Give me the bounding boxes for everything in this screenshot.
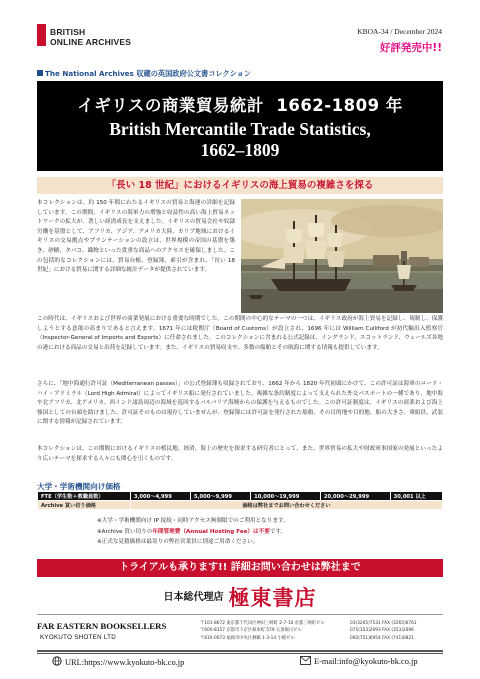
- pricing-notes: [97, 516, 289, 548]
- brand-line2: ONLINE ARCHIVES: [50, 37, 132, 47]
- email-address[interactable]: E-mail:info@kyokuto-bk.co.jp: [314, 657, 418, 666]
- company-name-en: FAR EASTERN BOOKSELLERS: [37, 621, 167, 631]
- title-en-line2: 1662–1809: [200, 140, 280, 160]
- phone-kyoto: 075(353)2093 FAX (353)2096: [350, 628, 414, 634]
- pricing-price-row: [38, 501, 443, 510]
- square-bullet-icon: [37, 70, 43, 76]
- note-hosting-before: ※Archive 買い切りの: [97, 528, 153, 535]
- fte-header-cell: FTE（学生数＋教職員数）: [38, 492, 131, 501]
- divider: [37, 614, 443, 615]
- note-quote: ※正式な見積価格は最寄りの弊社営業員に別途ご用命ください。: [97, 539, 259, 545]
- trial-banner: トライアルも承ります!! 詳細お問い合わせは弊社まで: [37, 559, 443, 577]
- title-box: [37, 81, 443, 171]
- body-paragraph-4: 本コレクションは、この期間におけるイギリスの植民地、経済、海上の歴史を探求する研究者にとって、また、世界貿易の拡大や財政軍事国家の発展といったより広いテーマを探求する人々にも関心を引くものです。: [37, 446, 443, 462]
- archive-price-label: Archive 買い切り価格: [38, 501, 131, 510]
- office-addresses: [200, 620, 325, 642]
- note-access: ※大学・学術機関向け IP 接続・同時アクセス無制限でのご利用となります。: [97, 518, 289, 524]
- collection-text: The National Archives 収蔵の英国政府公文書コレクション: [45, 69, 252, 78]
- company-name-romanized: KYOKUTO SHOTEN LTD: [40, 634, 116, 641]
- email-link[interactable]: [300, 656, 418, 666]
- fte-tier-cell: 3,000～4,999: [130, 492, 190, 501]
- ship-painting-svg: [241, 199, 443, 313]
- envelope-icon: [300, 656, 311, 665]
- body-paragraph-1: 本コレクションは、約 150 年間にわたるイギリスの貿易と海運の詳細を記録しています。この期間、イギリスの海軍力の増強と収益性の高い海上貿易ネットワークの拡大が、著しい経済成長を支えました。イギリスの貿易会社や奴隷労働を基盤として、アフリカ、アジア、アメリカ大陸、カリブ地域におけるイギリスの交易拠点やプランテーションの設立は、世界規模の帝国の基盤を築き、砂糖、タバコ、織物といった貴重な商品へのアクセスを確保しました。この包括的なコレクションには、貿易台帳、登録簿、索引が含まれ、「長い 18 世紀」における貿易に関する詳細な統計データが提供されています。: [37, 200, 235, 274]
- fte-tier-cell: 30,001 以上: [390, 492, 442, 501]
- title-ja-main: イギリスの商業貿易統計: [77, 96, 264, 115]
- fte-tier-cell: 20,000～29,999: [320, 492, 390, 501]
- archive-price-value: 価格は弊社までお問い合わせください: [130, 501, 442, 510]
- office-phones: [350, 620, 417, 642]
- title-japanese: [37, 92, 443, 116]
- header: [0, 0, 480, 60]
- title-ja-years: 1662-1809 年: [276, 96, 403, 115]
- fte-tier-cell: 10,000～19,999: [251, 492, 321, 501]
- collection-label: [37, 69, 251, 79]
- address-tokyo: 〒101-8672 東京都千代田区神田三崎町 2-7-10 帝都三崎町ビル: [200, 621, 325, 626]
- pricing-header-row: [38, 492, 443, 501]
- subtitle-banner: 「長い 18 世紀」におけるイギリスの海上貿易の複雑さを探る: [37, 177, 443, 194]
- note-hosting-after: です。: [269, 528, 287, 535]
- brand-logo-text: [50, 27, 131, 47]
- pricing-title: 大学・学術機関向け価格: [37, 482, 121, 491]
- globe-icon: [52, 656, 62, 666]
- body-paragraph-3: さらに、「地中海通行許可証（Mediterranean passes）」の公式登録簿も収録されており、1662 年から 1820 年代初頭にかけて、この許可証は海軍のロード・ハイ・アドミラル（Lord High Admiral）によってイギリス船に発行されていました。複雑な条約制度によって支えられた外交パスポートの一種であり、地中海や北アフリカ、北アメリカ、西インド諸島周辺の海域を巡回するバルバリア海賊からの保護を与えるものでした。この許可証制度は、イギリスの商業および海上強国としての台頭を助けました。許可証そのものは現存していませんが、登録簿には許可証を発行された船舶、その目的地や目的地、船の大きさ、乗組員、武装に関する情報が記録されています。: [37, 381, 443, 426]
- agent-block: [102, 582, 378, 612]
- catalog-reference: KBOA-34 / December 2024: [357, 27, 442, 36]
- phone-fukuoka: 092(751)6954 FAX (741)0821: [350, 635, 414, 641]
- note-hosting: [97, 527, 289, 538]
- title-english: [37, 119, 443, 161]
- website-link[interactable]: [52, 656, 184, 667]
- ship-painting-image: [241, 199, 443, 313]
- address-kyoto: 〒600-8357 京都市下京区柿本町 579 五条堀川ビル: [200, 628, 302, 634]
- note-hosting-highlight: 年間管理費（Annual Hosting Fee）は不要: [152, 528, 270, 535]
- brand-line1: BRITISH: [50, 27, 86, 37]
- pricing-table: [37, 491, 443, 510]
- address-fukuoka: 〒810-0073 福岡市中央区舞鶴 1-3-14 小榎ビル: [200, 635, 295, 641]
- phone-tokyo: 03(3265)7531 FAX (3265)6761: [350, 621, 417, 626]
- on-sale-notice: 好評発売中!!: [379, 42, 442, 54]
- agent-name: 極東書店: [228, 586, 317, 610]
- body-paragraph-2: この時代は、イギリスおよび世界の商業発展における重要な時期でした。この期間の中心的なテーマの一つは、イギリス政府が海上貿易を記録し、規制し、保護しようとする意欲の高まりであると言えます。1671 年には税関庁（Board of Customs）が設立され、1696 年には William Culliford が初代輸出入監察官（Inspector-General of Imports and Exports）に任命されました。このコレクションに含まれる公式記録は、イングランド、スコットランド、ウェールズ各地の港における商品の交易と出荷を記録しています。また、イギリスの貿易収支や、多数の船舶とその航海に関する情報も提供しています。: [37, 316, 443, 351]
- website-url[interactable]: URL:https://www.kyokuto-bk.co.jp: [65, 658, 185, 667]
- agent-label: 日本総代理店: [163, 592, 224, 603]
- brand-logo-mark: [37, 24, 46, 46]
- footer-rule: [37, 650, 443, 654]
- title-en-line1: British Mercantile Trade Statistics,: [109, 119, 371, 139]
- fte-tier-cell: 5,000～9,999: [190, 492, 250, 501]
